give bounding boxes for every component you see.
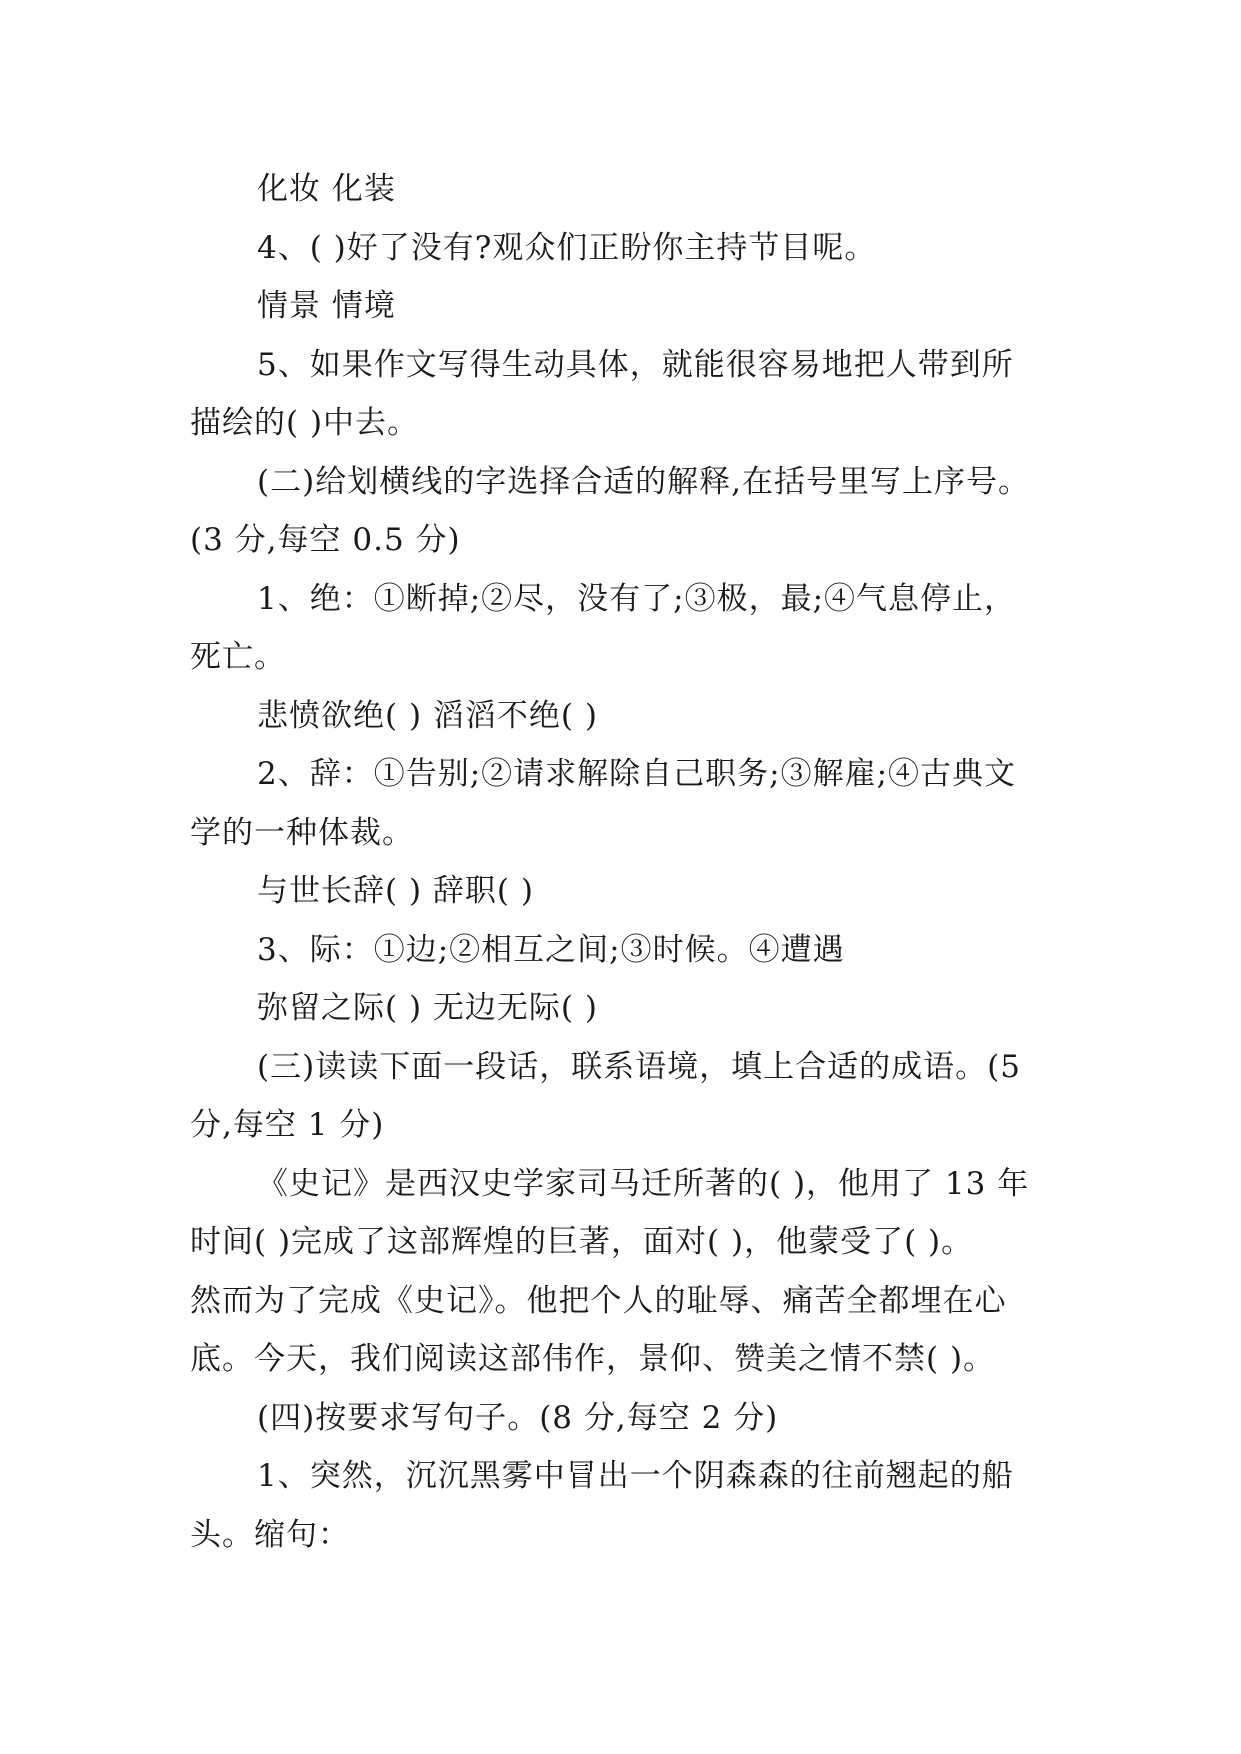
question-line-continued: 描绘的( )中去。	[190, 405, 420, 441]
section-heading-continued: (3 分,每空 0.5 分)	[190, 522, 461, 558]
question-line: 3、际：①边;②相互之间;③时候。④遭遇	[257, 931, 845, 968]
section-heading-continued: 分,每空 1 分)	[190, 1107, 385, 1143]
paragraph-line: 《史记》是西汉史学家司马迁所著的( )，他用了 13 年	[257, 1165, 1030, 1202]
answer-line: 弥留之际( ) 无边无际( )	[257, 990, 598, 1026]
question-line: 1、绝：①断掉;②尽，没有了;③极，最;④气息停止，	[257, 580, 1017, 617]
word-pair-line: 化妆 化装	[257, 171, 396, 207]
section-heading: (四)按要求写句子。(8 分,每空 2 分)	[257, 1399, 779, 1436]
answer-line: 与世长辞( ) 辞职( )	[257, 873, 534, 909]
paragraph-line: 然而为了完成《史记》。他把个人的耻辱、痛苦全都埋在心	[190, 1282, 1007, 1319]
question-line: 1、突然，沉沉黑雾中冒出一个阴森森的往前翘起的船	[257, 1458, 1014, 1494]
question-line: 2、辞：①告别;②请求解除自己职务;③解雇;④古典文	[257, 756, 1017, 792]
paragraph-line: 时间( )完成了这部辉煌的巨著，面对( )，他蒙受了( )。	[190, 1224, 974, 1260]
question-line-continued: 头。缩句：	[190, 1516, 350, 1553]
answer-line: 悲愤欲绝( ) 滔滔不绝( )	[257, 697, 598, 734]
question-line: 4、( )好了没有?观众们正盼你主持节目呢。	[257, 229, 877, 266]
word-pair-line: 情景 情境	[257, 288, 396, 324]
section-heading: (二)给划横线的字选择合适的解释,在括号里写上序号。	[257, 463, 1031, 500]
document-body	[190, 160, 1050, 1564]
question-line-continued: 学的一种体裁。	[190, 814, 414, 851]
paragraph-line: 底。今天，我们阅读这部伟作，景仰、赞美之情不禁( )。	[190, 1341, 996, 1377]
question-line: 5、如果作文写得生动具体，就能很容易地把人带到所	[257, 346, 1014, 383]
question-line-continued: 死亡。	[190, 639, 286, 675]
section-heading: (三)读读下面一段话，联系语境，填上合适的成语。(5	[257, 1048, 1022, 1085]
